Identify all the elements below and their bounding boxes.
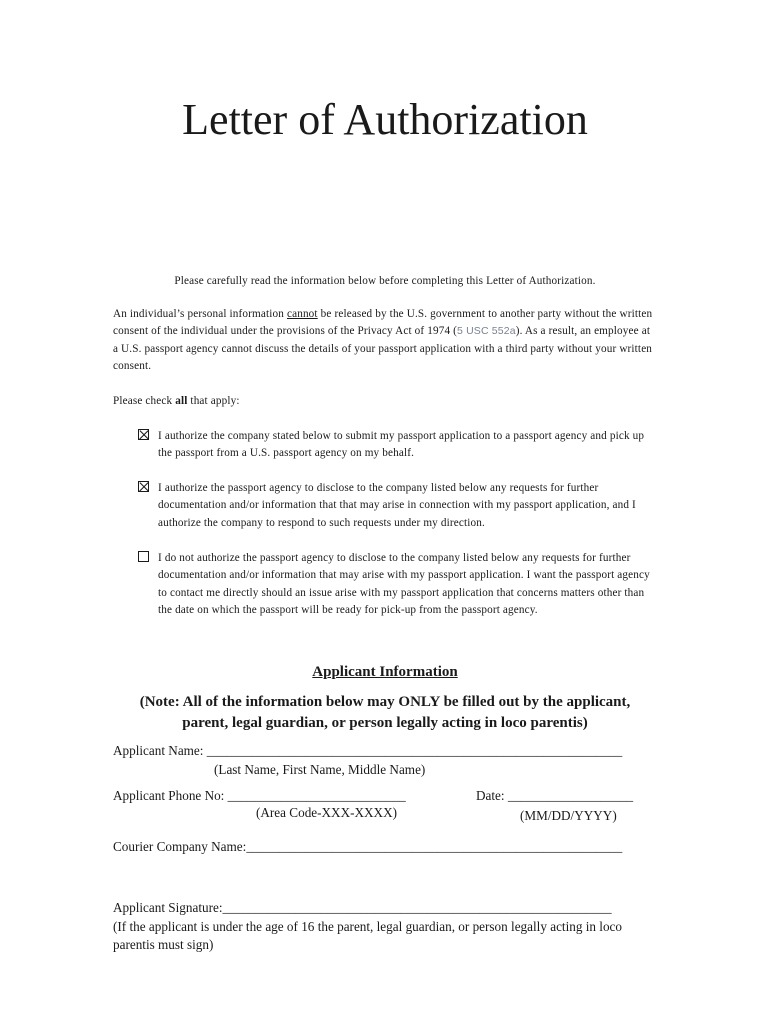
check-prompt-before: Please check: [113, 395, 176, 407]
intro-text: Please carefully read the information below before completing this Letter of Authorization.: [174, 275, 596, 287]
no-authorize-label: I do not authorize the passport agency to disclose to the company listed below any requests for further documentation and/or information that may arise with my passport application. I want the passport agency to contact me directly should an issue arise with my passport application that concerns matters other than the date on which the passport will be ready for pick-up from the passport agency.: [158, 552, 650, 617]
authorize-submission-checkbox[interactable]: [138, 429, 149, 440]
courier-company-label: Courier Company Name:: [113, 839, 247, 854]
signature-note: (If the applicant is under the age of 16 the parent, legal guardian, or person legally acting in loco parentis must sign): [113, 919, 623, 952]
signature-row: [113, 899, 612, 917]
check-prompt-bold: all: [175, 395, 188, 407]
applicant-signature-label: Applicant Signature:: [113, 900, 223, 915]
applicant-phone-label: Applicant Phone No:: [113, 788, 228, 803]
applicant-name-hint: (Last Name, First Name, Middle Name): [214, 762, 426, 777]
privacy-emphasis: cannot: [286, 308, 318, 320]
authorize-submission-label: I authorize the company stated below to submit my passport application to a passport agency and pick up the passport from a U.S. passport agency on my behalf.: [158, 430, 645, 460]
date-field[interactable]: ___________________: [507, 788, 634, 803]
applicant-phone-field[interactable]: ___________________________: [227, 788, 406, 803]
statute-citation: 5 USC 552a: [457, 325, 516, 338]
applicant-name-field[interactable]: _______________________________________________________________: [206, 743, 623, 758]
applicant-information-heading: Applicant Information: [312, 664, 458, 680]
applicant-note: (Note: All of the information below may ONLY be filled out by the applicant, parent, legal guardian, or person legally acting in loco parentis): [139, 694, 631, 731]
check-prompt-after: that apply:: [187, 395, 240, 407]
applicant-phone-row: [113, 787, 406, 805]
authorize-disclosure-checkbox[interactable]: [138, 481, 149, 492]
privacy-text-1: An individual’s personal information: [113, 308, 287, 320]
courier-row: [113, 838, 622, 856]
privacy-text-2: be released by the U.S. government to another party without the written consent of the individual under the provisions of the Privacy Act of 1974 (: [113, 308, 653, 338]
date-row: [476, 787, 633, 805]
authorize-disclosure-label: I authorize the passport agency to disclose to the company listed below any requests for further documentation and/or information that that may arise in connection with my passport application, and I authorize the company to respond to such requests under my direction.: [158, 482, 636, 529]
courier-company-field[interactable]: _________________________________________________________: [246, 839, 623, 854]
applicant-phone-hint: (Area Code-XXX-XXXX): [256, 805, 397, 820]
applicant-name-label: Applicant Name:: [113, 743, 207, 758]
privacy-paragraph: [113, 306, 658, 376]
check-prompt: [113, 393, 658, 410]
document-title: Letter of Authorization: [182, 95, 588, 144]
date-hint: (MM/DD/YYYY): [520, 808, 617, 823]
no-authorize-checkbox[interactable]: [138, 551, 149, 562]
applicant-signature-field[interactable]: ___________________________________________________________: [222, 900, 612, 915]
applicant-name-row: [113, 742, 622, 760]
privacy-text-3: ). As a result, an employee at a U.S. passport agency cannot discuss the details of your passport application with a third party without your written consent.: [113, 325, 653, 373]
date-label: Date:: [476, 788, 508, 803]
